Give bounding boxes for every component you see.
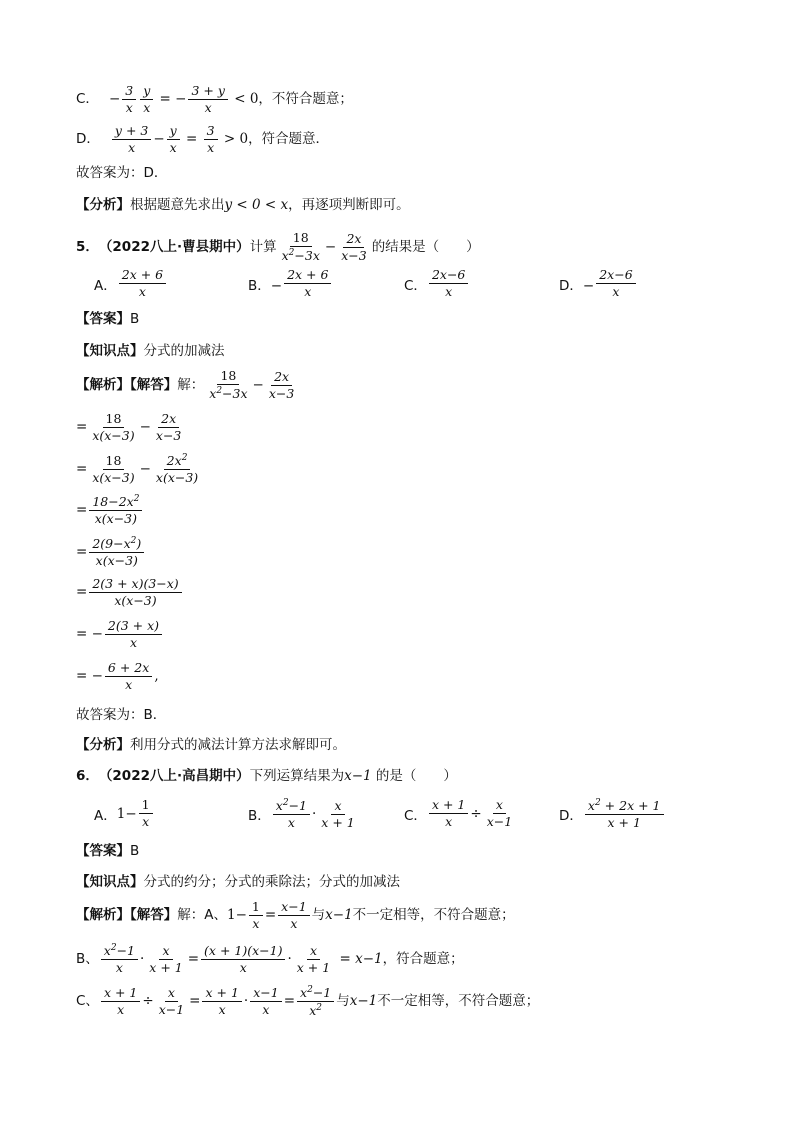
q5-step-6: = − $\frac{2(3 + x)}{x}$ bbox=[76, 619, 164, 651]
q6-option-d[interactable]: D． $\frac{x^2 + 2x + 1}{x + 1}$ bbox=[559, 798, 666, 831]
q5-option-b[interactable]: B．− $\frac{2x + 6}{x}$ bbox=[248, 268, 333, 300]
answer-line: 故答案为：D． bbox=[76, 165, 168, 181]
option-c-analysis: C． − $\frac{3}{x}$ $\frac{y}{x}$ = − $\frac{3 + y}{x}$ < 0 ，不符合题意； bbox=[76, 83, 353, 116]
question-6-stem: 6． （2022八上·高昌期中） 下列运算结果为 x−1 的是（ ） bbox=[76, 768, 457, 784]
option-d-analysis: D． $\frac{y + 3}{x}$ − $\frac{y}{x}$ = $\frac{3}{x}$ > 0 ，符合题意． bbox=[76, 123, 330, 156]
q6-knowledge-point: 【知识点】 分式的约分；分式的乘除法；分式的加减法 bbox=[76, 874, 400, 890]
q6-solution-c: C、 $\frac{x + 1}{x}$ ÷ $\frac{x}{x-1}$ = $\frac{x + 1}{x}$ · $\frac{x-1}{x}$ = $\frac{x^2-1}{x^2}$ 与 x−1 不一定相等，不符合题意； bbox=[76, 985, 540, 1019]
q6-solution-a: 【解析】【解答】 解：A、 1− $\frac{1}{x}$ = $\frac{x-1}{x}$ 与 x−1 不一定相等，不符合题意； bbox=[76, 899, 515, 932]
q6-option-a[interactable]: A． 1− $\frac{1}{x}$ bbox=[94, 798, 155, 830]
q5-step-1: = $\frac{18}{x(x-3)}$ − $\frac{2x}{x-3}$ bbox=[76, 411, 182, 444]
analysis-line: 【分析】 根据题意先求出 y < 0 < x ，再逐项判断即可。 bbox=[76, 197, 410, 213]
question-5-stem: 5． （2022八上·曹县期中） 计算 $\frac{18}{x^2-3x}$ − $\frac{2x}{x-3}$ 的结果是（ ） bbox=[76, 230, 480, 264]
option-c-label: C． bbox=[76, 91, 99, 108]
q5-step-2: = $\frac{18}{x(x-3)}$ − $\frac{2x^2}{x(x-3)}$ bbox=[76, 452, 199, 486]
q5-step-5: = $\frac{2(3 + x)(3-x)}{x(x-3)}$ bbox=[76, 577, 184, 609]
q5-solution-start: 【解析】【解答】 解： $\frac{18}{x^2-3x}$ − $\frac{2x}{x-3}$ bbox=[76, 368, 295, 402]
q5-option-a[interactable]: A． $\frac{2x + 6}{x}$ bbox=[94, 268, 168, 300]
q6-option-b[interactable]: B． $\frac{x^2-1}{x}$ · $\frac{x}{x + 1}$ bbox=[248, 797, 355, 831]
q5-final-answer: 故答案为：B． bbox=[76, 707, 167, 723]
q5-analysis: 【分析】 利用分式的减法计算方法求解即可。 bbox=[76, 737, 346, 753]
q5-step-3: = $\frac{18-2x^2}{x(x-3)}$ bbox=[76, 494, 144, 527]
option-d-label: D． bbox=[76, 131, 100, 148]
q6-option-c[interactable]: C． $\frac{x + 1}{x}$ ÷ $\frac{x}{x-1}$ bbox=[404, 797, 513, 830]
q5-step-4: = $\frac{2(9-x^2)}{x(x-3)}$ bbox=[76, 536, 146, 569]
q6-answer: 【答案】 B bbox=[76, 843, 140, 859]
q5-knowledge-point: 【知识点】 分式的加减法 bbox=[76, 343, 225, 359]
q5-step-7: = − $\frac{6 + 2x}{x}$ , bbox=[76, 660, 159, 693]
q5-option-d[interactable]: D．− $\frac{2x-6}{x}$ bbox=[559, 268, 638, 300]
q5-option-c[interactable]: C． $\frac{2x-6}{x}$ bbox=[404, 268, 470, 300]
q6-solution-b: B、 $\frac{x^2-1}{x}$ · $\frac{x}{x + 1}$ = $\frac{(x + 1)(x-1)}{x}$ · $\frac{x}{x + 1}$ = x−1 ，符合题意； bbox=[76, 942, 464, 976]
q5-answer: 【答案】 B bbox=[76, 311, 140, 327]
